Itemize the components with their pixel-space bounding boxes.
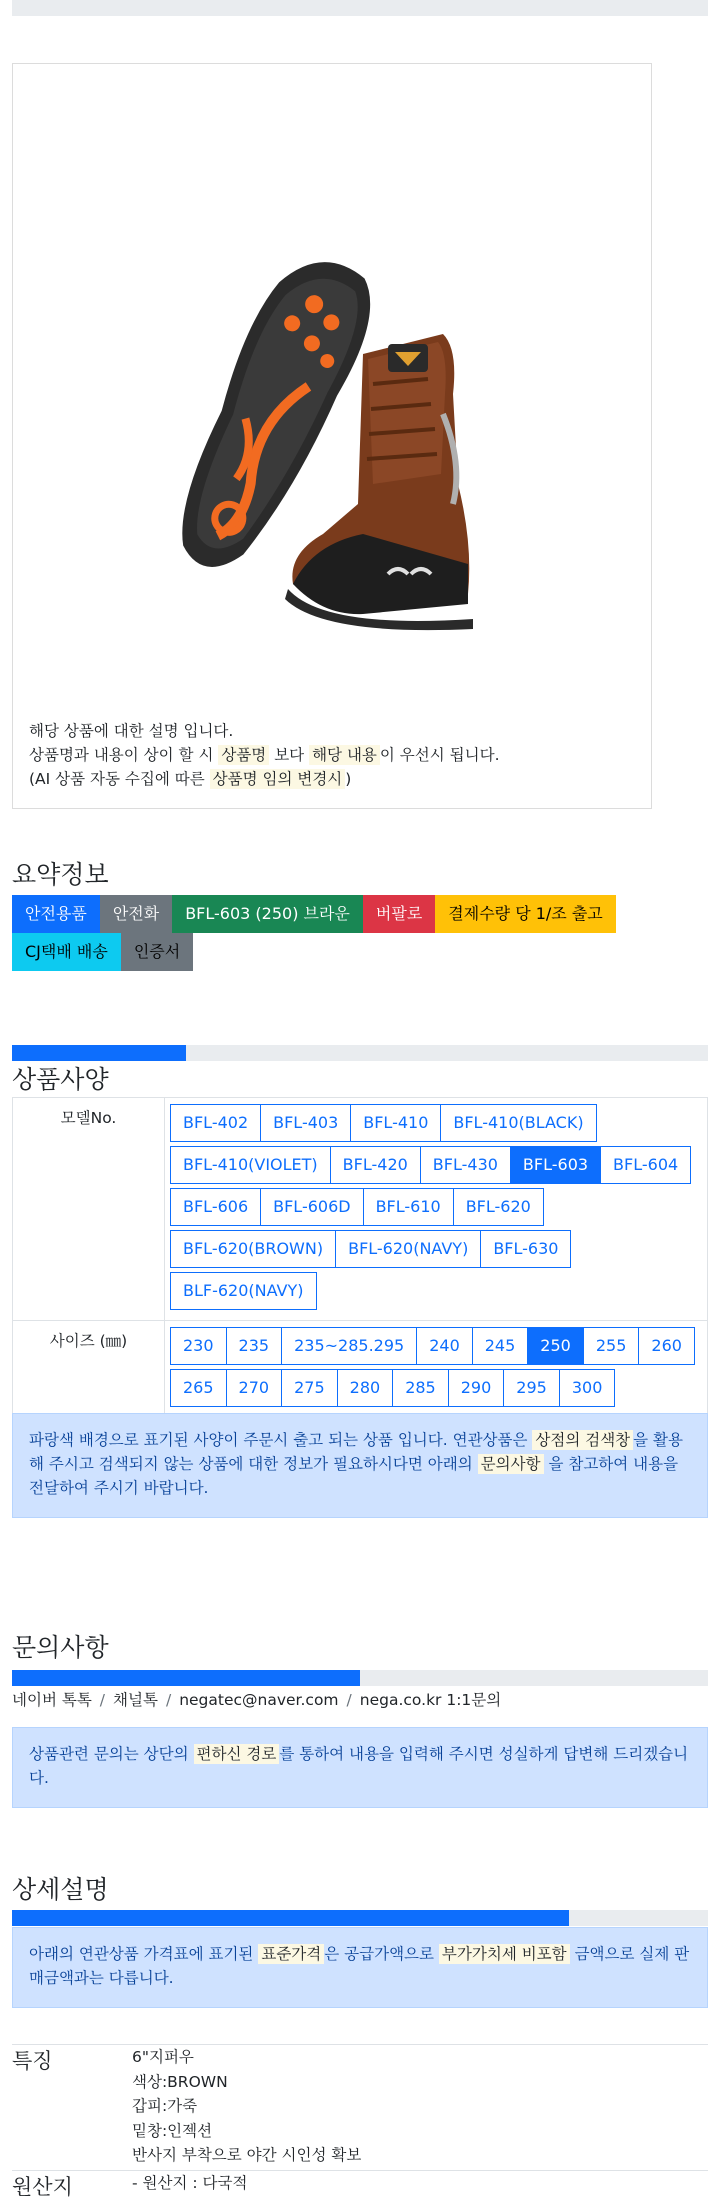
size-label: 사이즈 (㎜): [13, 1321, 165, 1418]
product-image-card: [12, 63, 652, 809]
desc-text: 보다: [269, 746, 310, 764]
size-option-button[interactable]: 285: [392, 1369, 449, 1407]
badge-category: 안전용품: [12, 895, 100, 933]
highlight-name-change: 상품명 임의 변경시: [210, 769, 346, 789]
inquiry-progress: [12, 1670, 708, 1686]
badge-model: BFL-603 (250) 브라운: [172, 895, 363, 933]
breadcrumb-separator: /: [165, 1691, 172, 1709]
size-option-row: [170, 1327, 707, 1369]
model-option-button[interactable]: BFL-410(VIOLET): [170, 1146, 331, 1184]
origin-row: [12, 2170, 708, 2199]
inquiry-notice: [12, 1727, 708, 1808]
notice-text: 은 공급가액으로: [324, 1945, 439, 1963]
model-option-button[interactable]: BFL-630: [480, 1230, 571, 1268]
feature-label: 특징: [12, 2049, 53, 2073]
model-option-button[interactable]: BFL-403: [260, 1104, 351, 1142]
model-option-button[interactable]: BFL-402: [170, 1104, 261, 1142]
notice-text: 파랑색 배경으로 표기된 사양이 주문시 출고 되는 상품 입니다. 연관상품은: [29, 1431, 533, 1449]
highlight-inquiry: 문의사항: [478, 1454, 544, 1474]
size-option-button[interactable]: 300: [559, 1369, 616, 1407]
detail-progress: [12, 1910, 708, 1926]
model-option-button[interactable]: BFL-410(BLACK): [440, 1104, 596, 1142]
size-options: [165, 1321, 708, 1418]
notice-text: 상품관련 문의는 상단의: [29, 1745, 194, 1763]
model-label: 모델No.: [13, 1098, 165, 1321]
model-option-button[interactable]: BFL-620: [453, 1188, 544, 1226]
feature-item: 색상:BROWN: [132, 2072, 228, 2091]
feature-item: 갑피:가죽: [132, 2097, 198, 2115]
spec-table: [12, 1097, 708, 1418]
model-option-button[interactable]: BFL-420: [330, 1146, 421, 1184]
model-option-button[interactable]: BFL-620(BROWN): [170, 1230, 336, 1268]
desc-text: (AI 상품 자동 수집에 따른: [29, 770, 210, 788]
size-option-button[interactable]: 270: [226, 1369, 283, 1407]
model-option-row: [170, 1272, 707, 1314]
badge-shipping: CJ택배 배송: [12, 933, 121, 971]
feature-item: 반사지 부착으로 야간 시인성 확보: [132, 2146, 362, 2164]
model-option-button[interactable]: BFL-606: [170, 1188, 261, 1226]
inquiry-title: 문의사항: [12, 1633, 109, 1662]
desc-text: 상품명과 내용이 상이 할 시: [29, 746, 219, 764]
feature-item: 6"지퍼우: [132, 2048, 194, 2066]
spec-progress-fill: [12, 1045, 186, 1061]
size-option-button[interactable]: 275: [281, 1369, 338, 1407]
highlight-vat-excluded: 부가가치세 비포함: [439, 1944, 570, 1964]
desc-line-1: 해당 상품에 대한 설명 입니다.: [29, 722, 234, 740]
highlight-standard-price: 표준가격: [258, 1944, 324, 1964]
notice-text: 금액으로 실제 판매금액과는 다릅니다.: [29, 1945, 690, 1987]
highlight-search: 상점의 검색창: [532, 1430, 633, 1450]
detail-notice: [12, 1927, 708, 2008]
summary-badges: [12, 895, 632, 971]
model-option-button[interactable]: BFL-610: [363, 1188, 454, 1226]
top-divider-bar: [12, 0, 708, 16]
spec-title: 상품사양: [12, 1065, 109, 1094]
badge-brand: 버팔로: [363, 895, 435, 933]
spec-notice: [12, 1413, 708, 1518]
model-option-button[interactable]: BFL-604: [600, 1146, 691, 1184]
feature-row: [12, 2044, 708, 2170]
model-option-button[interactable]: BFL-430: [420, 1146, 511, 1184]
model-row: [13, 1098, 708, 1321]
spec-progress: [12, 1045, 708, 1061]
model-option-row: [170, 1104, 707, 1146]
size-option-button[interactable]: 265: [170, 1369, 227, 1407]
model-option-button[interactable]: BLF-620(NAVY): [170, 1272, 317, 1310]
size-option-button[interactable]: 295: [503, 1369, 560, 1407]
desc-line-3: [29, 767, 500, 791]
model-option-row: [170, 1230, 707, 1272]
model-option-row: [170, 1146, 707, 1188]
notice-text: 아래의 연관상품 가격표에 표기된: [29, 1945, 259, 1963]
notice-text: 을 참고하여 내용을 전달하여 주시기 바랍니다.: [29, 1455, 679, 1497]
size-option-button[interactable]: 280: [337, 1369, 394, 1407]
model-option-button[interactable]: BFL-620(NAVY): [335, 1230, 481, 1268]
desc-line-2: [29, 743, 500, 767]
size-option-button[interactable]: 260: [638, 1327, 695, 1365]
size-option-button[interactable]: 240: [416, 1327, 473, 1365]
feature-item: 밑창:인젝션: [132, 2121, 213, 2140]
size-option-button[interactable]: 235: [226, 1327, 283, 1365]
origin-label: 원산지: [12, 2175, 73, 2199]
channel-email[interactable]: negatec@naver.com: [179, 1691, 339, 1709]
highlight-content: 해당 내용: [309, 745, 380, 765]
size-option-button[interactable]: 245: [472, 1327, 529, 1365]
highlight-route: 편하신 경로: [194, 1744, 280, 1764]
highlight-product-name: 상품명: [218, 745, 269, 765]
notice-text: 를 통하여 내용을 입력해 주시면 성실하게 답변해 드리겠습니다.: [29, 1745, 689, 1787]
channel-site-inquiry[interactable]: nega.co.kr 1:1문의: [359, 1691, 502, 1709]
desc-text: ): [345, 770, 352, 788]
inquiry-channels: [12, 1688, 501, 1710]
size-option-button[interactable]: 230: [170, 1327, 227, 1365]
summary-title: 요약정보: [12, 860, 109, 889]
breadcrumb-separator: /: [99, 1691, 106, 1709]
inquiry-progress-fill: [12, 1670, 360, 1686]
size-option-button[interactable]: 250: [527, 1327, 584, 1365]
origin-value: - 원산지 : 다국적: [132, 2174, 248, 2192]
badge-subcategory: 안전화: [100, 895, 172, 933]
model-option-button[interactable]: BFL-603: [510, 1146, 601, 1184]
badge-certificate: 인증서: [121, 933, 193, 971]
detail-title: 상세설명: [12, 1875, 109, 1904]
size-row: [13, 1321, 708, 1418]
safety-boot-image: [173, 234, 513, 634]
size-option-button[interactable]: 255: [583, 1327, 640, 1365]
channel-naver-talk[interactable]: 네이버 톡톡: [12, 1691, 92, 1709]
size-option-button[interactable]: 235~285.295: [281, 1327, 417, 1365]
desc-text: 이 우선시 됩니다.: [379, 746, 500, 764]
model-option-button[interactable]: BFL-410: [350, 1104, 441, 1142]
model-options: [165, 1098, 708, 1321]
feature-list: [132, 2045, 361, 2168]
size-option-row: [170, 1369, 707, 1411]
product-description: [29, 719, 500, 791]
channel-talk[interactable]: 채널톡: [113, 1691, 158, 1709]
size-option-button[interactable]: 290: [448, 1369, 505, 1407]
model-option-button[interactable]: BFL-606D: [260, 1188, 363, 1226]
detail-progress-fill: [12, 1910, 569, 1926]
breadcrumb-separator: /: [346, 1691, 352, 1709]
badge-quantity: 결제수량 당 1/조 출고: [435, 895, 615, 933]
notice-text: 을 활용해 주시고 검색되지 않는 상품에 대한 정보가 필요하시다면 아래의: [29, 1431, 684, 1473]
model-option-row: [170, 1188, 707, 1230]
